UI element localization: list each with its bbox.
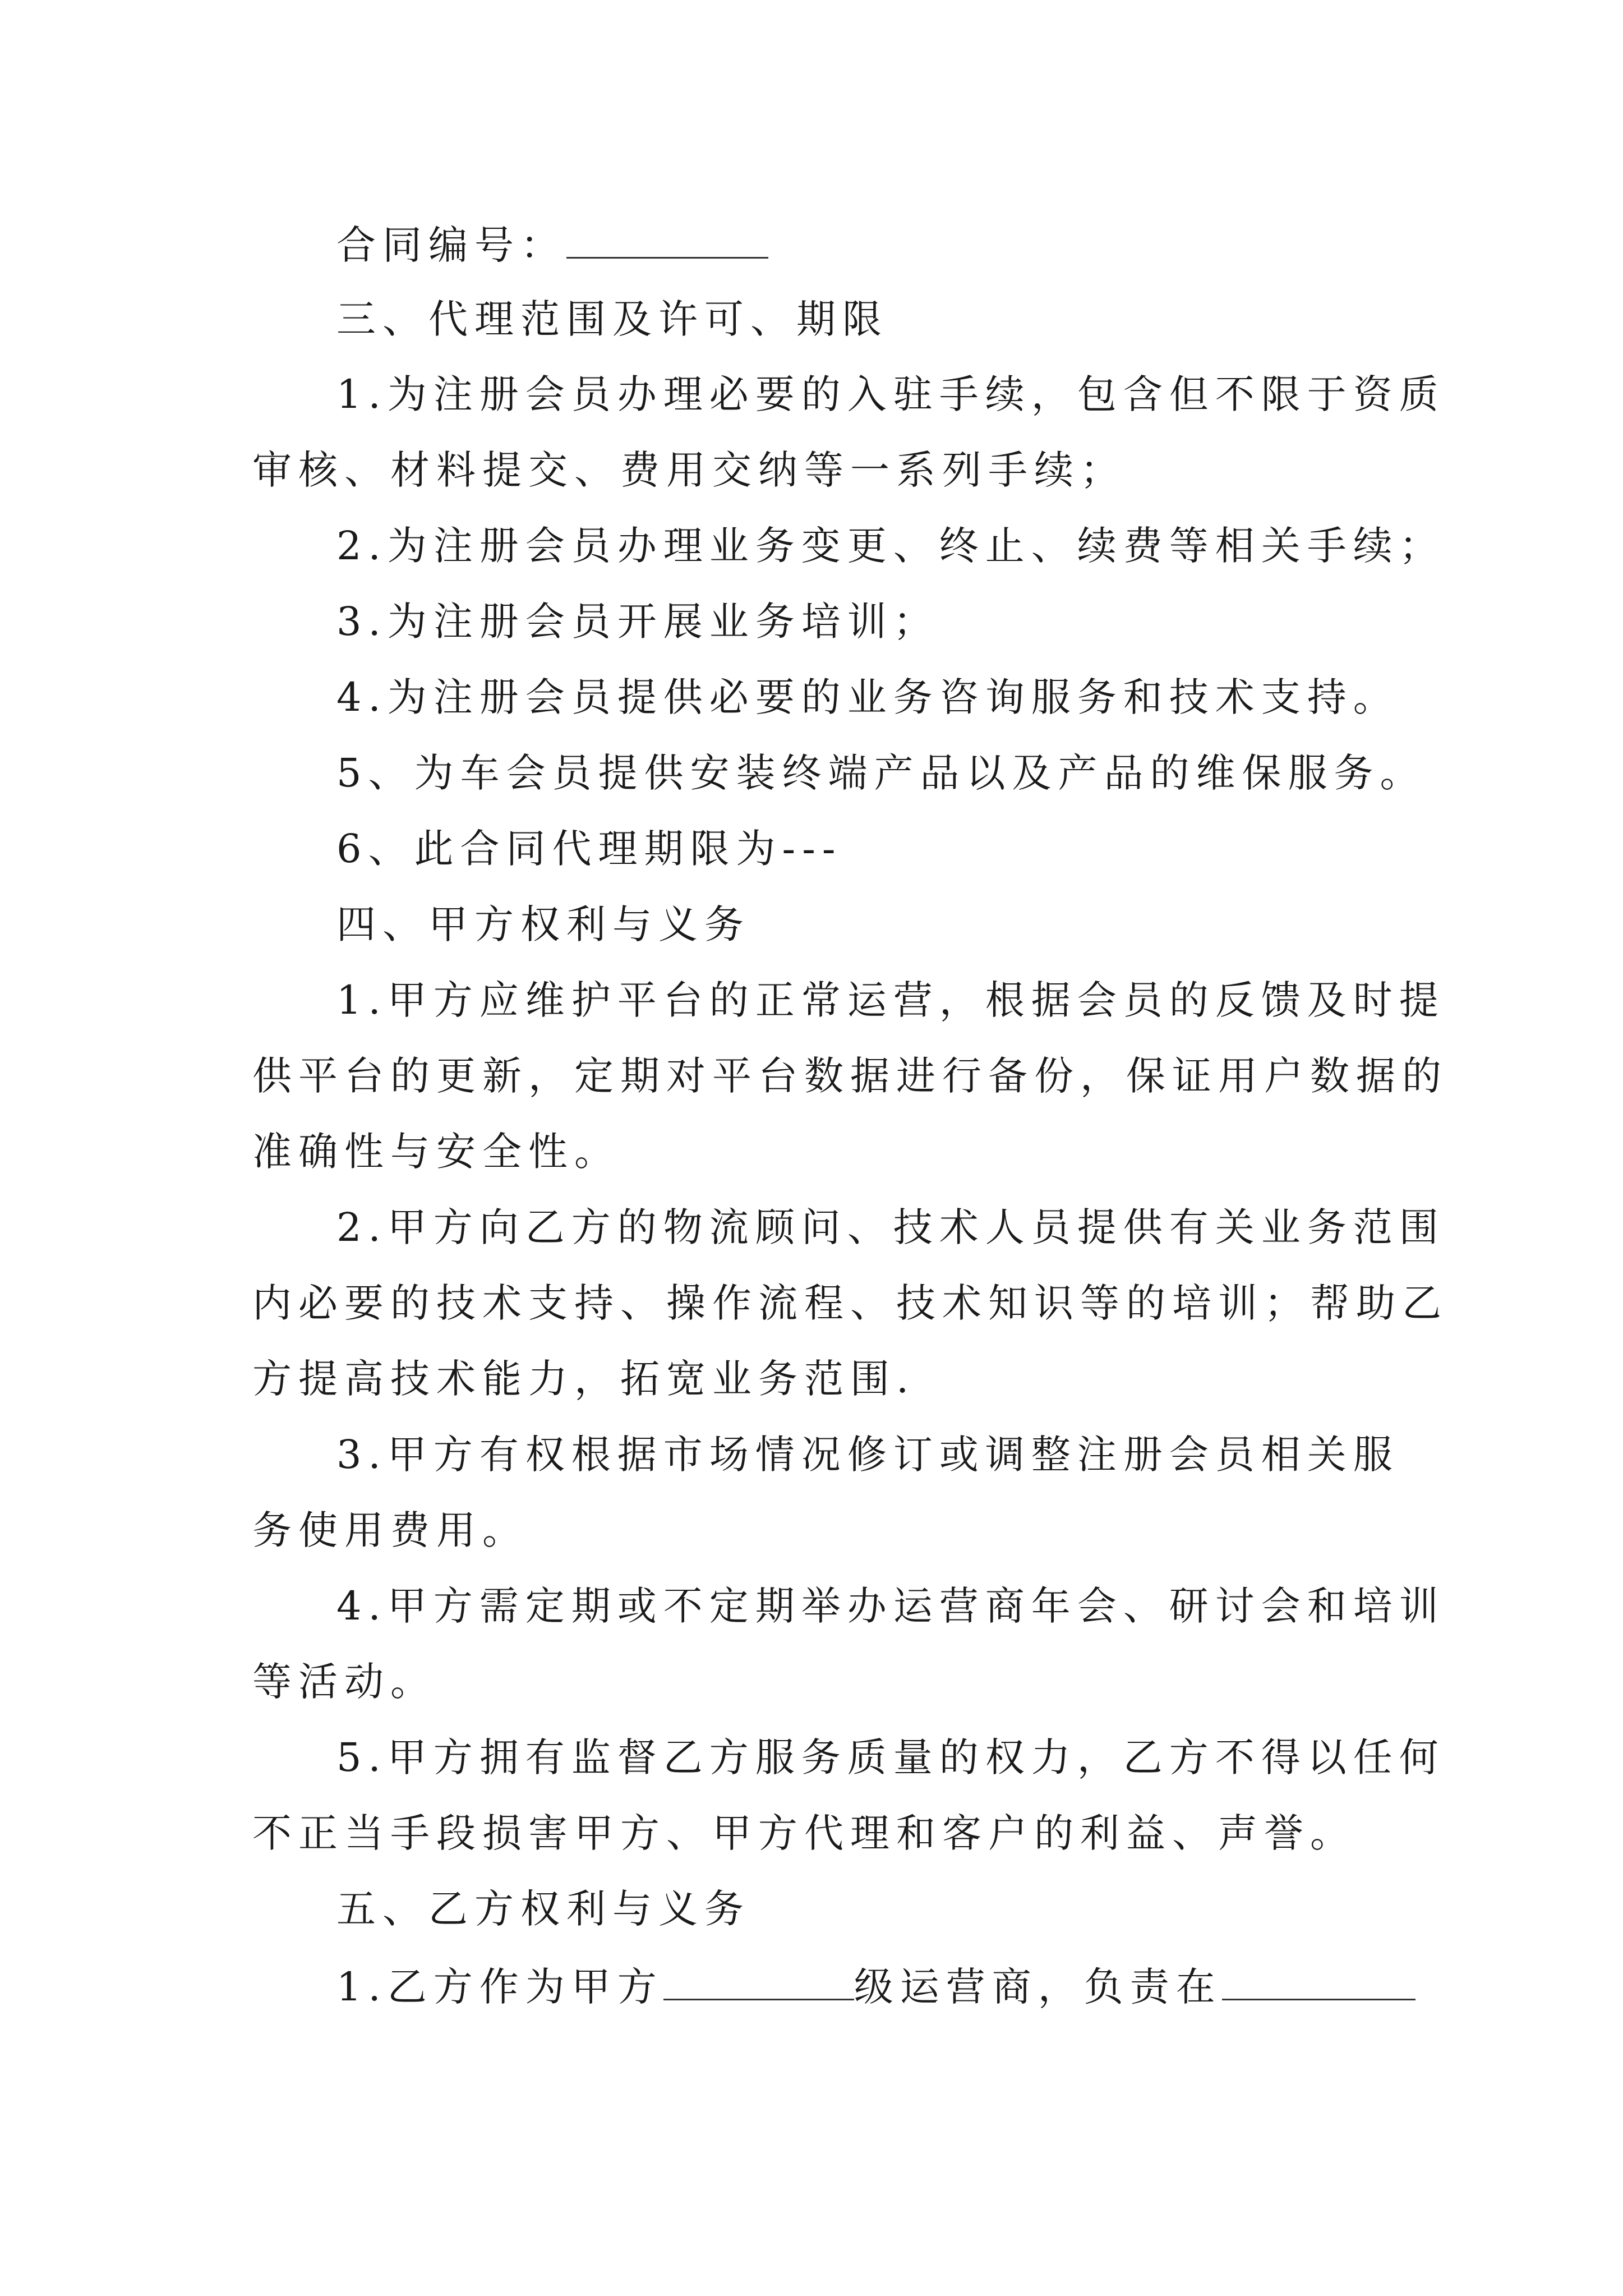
region-blank [1222, 1965, 1415, 2000]
s4-item5-line2: 不正当手段损害甲方、甲方代理和客户的利益、声誉。 [252, 1810, 1356, 1856]
contract-number-line [336, 222, 768, 268]
s3-item1-line2: 审核、材料提交、费用交纳等一系列手续； [252, 447, 1126, 493]
s4-item4-line2: 等活动。 [252, 1659, 436, 1705]
s4-item4-line1: 4.甲方需定期或不定期举办运营商年会、研讨会和培训 [336, 1583, 1445, 1629]
s3-item6: 6、此合同代理期限为--- [336, 826, 842, 872]
operator-level-blank [663, 1965, 854, 2000]
section-5-heading: 五、乙方权利与义务 [336, 1886, 750, 1932]
s4-item1-line2: 供平台的更新，定期对平台数据进行备份，保证用户数据的 [252, 1053, 1448, 1099]
s5-item1-part1: 1.乙方作为甲方 [336, 1964, 663, 2010]
s3-item4: 4.为注册会员提供必要的业务咨询服务和技术支持。 [336, 674, 1399, 720]
section-4-heading: 四、甲方权利与义务 [336, 901, 750, 947]
s4-item3-line2: 务使用费用。 [252, 1507, 528, 1553]
s5-item1-line1 [336, 1964, 1415, 2010]
s4-item2-line3: 方提高技术能力，拓宽业务范围. [252, 1356, 916, 1402]
contract-number-label: 合同编号： [336, 222, 566, 268]
s3-item1-line1: 1.为注册会员办理必要的入驻手续，包含但不限于资质 [336, 371, 1445, 417]
s3-item3: 3.为注册会员开展业务培训； [336, 599, 939, 645]
s3-item5: 5、为车会员提供安装终端产品以及产品的维保服务。 [336, 750, 1426, 796]
s4-item3-line1: 3.甲方有权根据市场情况修订或调整注册会员相关服 [336, 1432, 1399, 1478]
s4-item2-line2: 内必要的技术支持、操作流程、技术知识等的培训；帮助乙 [252, 1280, 1448, 1326]
s4-item1-line1: 1.甲方应维护平台的正常运营，根据会员的反馈及时提 [336, 977, 1445, 1023]
s4-item2-line1: 2.甲方向乙方的物流顾问、技术人员提供有关业务范围 [336, 1204, 1445, 1250]
section-3-heading: 三、代理范围及许可、期限 [336, 296, 888, 342]
s4-item5-line1: 5.甲方拥有监督乙方服务质量的权力，乙方不得以任何 [336, 1734, 1445, 1780]
contract-number-blank [566, 223, 768, 259]
s4-item1-line3: 准确性与安全性。 [252, 1129, 620, 1175]
s3-item2: 2.为注册会员办理业务变更、终止、续费等相关手续； [336, 523, 1445, 569]
s5-item1-part2: 级运营商，负责在 [854, 1964, 1222, 2010]
